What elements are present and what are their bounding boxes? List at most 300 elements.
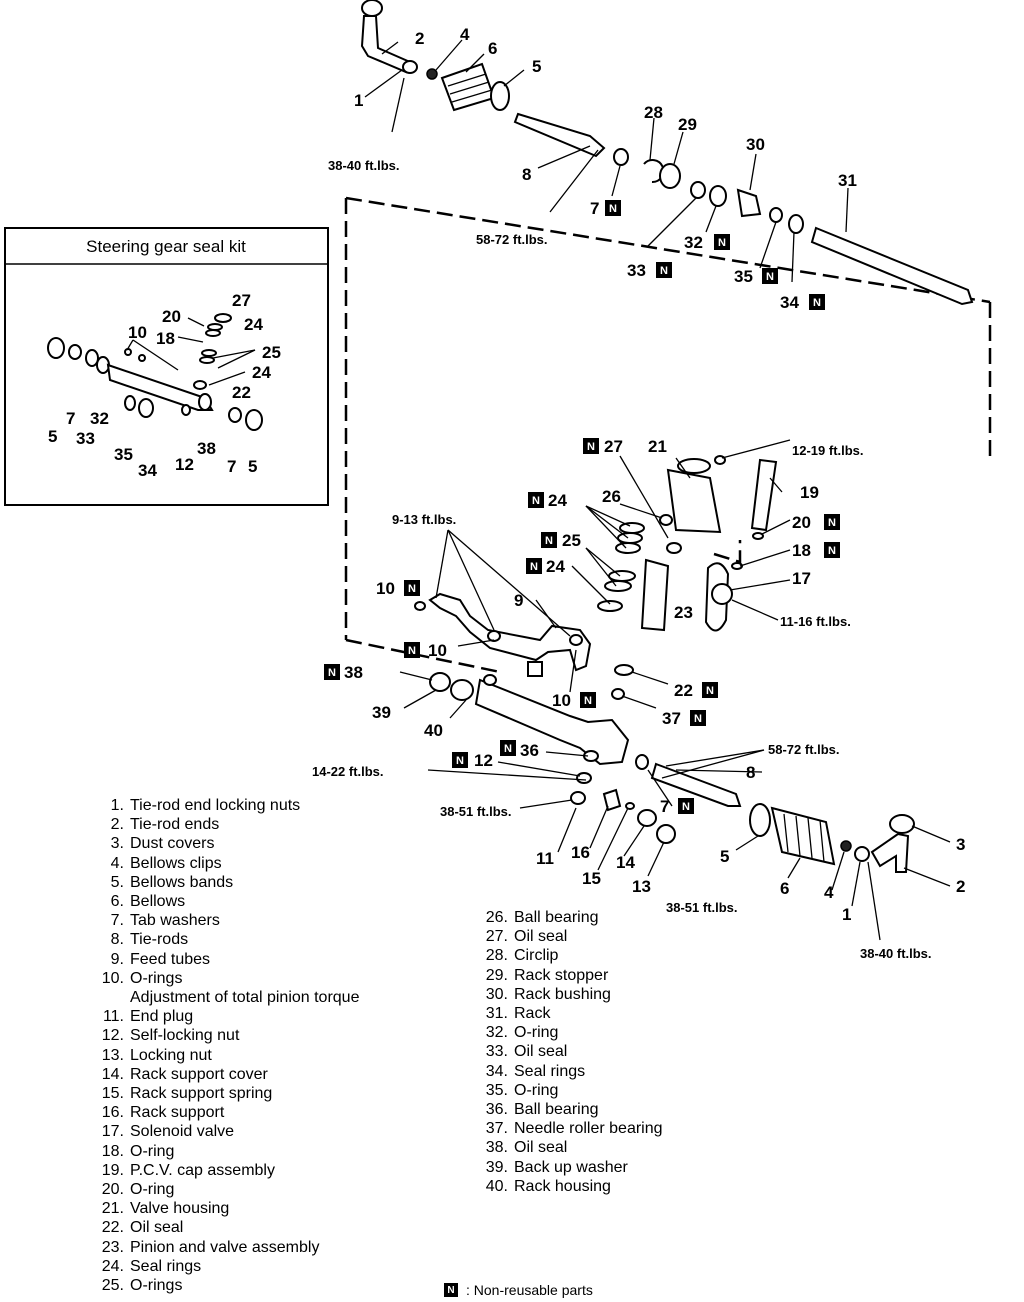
kit-callout-38: 38 [197, 439, 216, 458]
legend-item [96, 1026, 359, 1045]
legend-item-text: Adjustment of total pinion torque [130, 989, 360, 1007]
rack-bushing-30 [738, 190, 760, 216]
seal-kit-title: Steering gear seal kit [86, 237, 246, 256]
kit-ring-25a [200, 357, 214, 363]
legend-item-text: Tie-rod end locking nuts [130, 797, 301, 814]
svg-text:N: N [694, 713, 702, 725]
rack-support-16 [604, 790, 620, 810]
svg-text:N: N [682, 801, 690, 813]
legend-item-text: Bellows bands [130, 873, 234, 891]
callout-6-bottom: 6 [780, 879, 790, 898]
callout-2-top: 2 [415, 29, 425, 48]
needle-bearing-37 [612, 689, 624, 699]
locking-nut-1b [855, 847, 869, 861]
n-marker-36 [500, 740, 516, 756]
legend-item-text: Seal rings [514, 1062, 586, 1080]
callout-30: 30 [746, 135, 765, 154]
legend-item-number: 32. [485, 1024, 508, 1042]
svg-text:N: N [584, 695, 592, 707]
solenoid-valve-17 [712, 584, 732, 604]
feed-tubes-group [415, 530, 590, 692]
svg-text:N: N [456, 755, 464, 767]
callout-24b: 24 [546, 557, 565, 576]
svg-text:N: N [828, 517, 836, 529]
callout-8-bottom: 8 [746, 763, 756, 782]
legend-item-text: Dust covers [130, 835, 215, 853]
callout-10a: 10 [376, 579, 395, 598]
legend-item [480, 908, 663, 927]
kit-part-34 [139, 399, 153, 417]
svg-text:N: N [706, 685, 714, 697]
self-locking-nut-12 [577, 773, 591, 783]
legend-item [480, 966, 663, 985]
torque-feed-tubes: 9-13 ft.lbs. [392, 512, 457, 527]
tie-rod-end-2b [872, 834, 908, 872]
legend-item-text: O-rings [130, 1277, 183, 1295]
tie-rod-end-top [362, 16, 410, 72]
n-marker-7-top [605, 200, 621, 216]
svg-text:N: N [532, 495, 540, 507]
n-marker-35 [762, 268, 778, 284]
legend-item-number: 21. [101, 1200, 124, 1218]
callout-25: 25 [562, 531, 581, 550]
kit-callout-35: 35 [114, 445, 133, 464]
svg-text:N: N [660, 265, 668, 277]
seal-ring-24d [598, 601, 622, 611]
legend-item-text: O-rings [130, 969, 183, 987]
legend-item-number: 4. [110, 854, 124, 872]
callout-29: 29 [678, 115, 697, 134]
n-marker-38 [324, 664, 340, 680]
kit-part-35 [125, 396, 135, 410]
legend-item [96, 950, 359, 969]
legend-item-number: 17. [101, 1123, 124, 1141]
kit-callout-20: 20 [162, 307, 181, 326]
torque-tie-rod-bottom: 58-72 ft.lbs. [768, 742, 840, 757]
legend-item-number: 27. [485, 928, 508, 946]
legend-item-number: 40. [485, 1177, 508, 1195]
locking-nut-top [403, 61, 417, 73]
legend-item [96, 1046, 359, 1065]
legend-item [96, 1084, 359, 1103]
torque-specs [312, 158, 932, 961]
legend-item-text: Back up washer [514, 1158, 628, 1176]
locking-nut-13 [657, 825, 675, 843]
legend-item [480, 1042, 663, 1061]
n-marker-27 [583, 438, 599, 454]
svg-text:N: N [718, 237, 726, 249]
legend-item [96, 1065, 359, 1084]
kit-callout-27: 27 [232, 291, 251, 310]
o-ring-10c [570, 635, 582, 645]
legend-item [96, 854, 359, 873]
pinion-23 [642, 560, 668, 630]
kit-part-27 [215, 314, 231, 322]
legend-item-number: 23. [101, 1238, 124, 1256]
kit-part-22 [194, 381, 206, 389]
legend-item [96, 1180, 359, 1199]
o-ring-25b [605, 581, 631, 591]
legend-item-number: 33. [485, 1043, 508, 1061]
legend-item [480, 1177, 663, 1196]
legend-item-text: Ball bearing [514, 909, 599, 926]
legend-item-text: Tie-rods [130, 931, 189, 949]
kit-callout-5b: 5 [248, 457, 258, 476]
legend-item-text: Rack [514, 1005, 551, 1023]
kit-callout-7b: 7 [227, 457, 237, 476]
callout-6-top: 6 [488, 39, 498, 58]
callout-10c: 10 [552, 691, 571, 710]
legend-item [96, 1103, 359, 1122]
legend-item-text: O-ring [514, 1081, 559, 1099]
legend-item-number: 22. [101, 1219, 124, 1237]
legend-item-text: Bellows [130, 893, 186, 911]
n-marker-7-bottom [678, 798, 694, 814]
callout-14: 14 [616, 853, 635, 872]
callout-8-top: 8 [522, 165, 532, 184]
valve-housing-top [678, 459, 710, 473]
legend-item-number: 26. [485, 909, 508, 926]
svg-text:N: N [587, 441, 595, 453]
callout-1-bottom: 1 [842, 905, 852, 924]
n-marker-25 [541, 532, 557, 548]
callout-2-bottom: 2 [956, 877, 966, 896]
pcv-cap-19 [752, 460, 776, 530]
svg-text:N: N [609, 203, 617, 215]
callout-10b: 10 [428, 641, 447, 660]
legend-item [480, 1158, 663, 1177]
legend-item [96, 1257, 359, 1276]
bellows-6b [772, 808, 834, 864]
legend-item [480, 946, 663, 965]
svg-text:N: N [828, 545, 836, 557]
callout-4-bottom: 4 [824, 883, 834, 902]
legend-item [96, 1276, 359, 1295]
legend-item [96, 1238, 359, 1257]
callout-5-bottom: 5 [720, 847, 730, 866]
legend-item-text: Oil seal [130, 1219, 184, 1237]
kit-part-7 [69, 345, 81, 359]
bellows-band-5b [750, 804, 770, 836]
callout-32: 32 [684, 233, 703, 252]
n-marker-24a [528, 492, 544, 508]
seal-kit-inset [5, 228, 328, 505]
legend-item [96, 815, 359, 834]
legend-item [480, 927, 663, 946]
legend-item [96, 930, 359, 949]
kit-callout-18: 18 [156, 329, 175, 348]
o-ring-32 [710, 186, 726, 206]
n-marker-18 [824, 542, 840, 558]
n-marker-34 [809, 294, 825, 310]
torque-tie-rod-end-top: 38-40 ft.lbs. [328, 158, 400, 173]
legend-item-number: 7. [110, 912, 124, 930]
callout-7-top: 7 [590, 199, 600, 218]
legend-item [96, 1142, 359, 1161]
legend-item-text: Seal rings [130, 1257, 202, 1275]
n-marker-10a [404, 580, 420, 596]
legend-item-number: 16. [101, 1104, 124, 1122]
legend-item-text: Rack stopper [514, 966, 609, 984]
legend-item-number: 13. [101, 1046, 124, 1064]
legend-item-text: Locking nut [130, 1046, 212, 1064]
callout-34: 34 [780, 293, 799, 312]
dust-cover-3 [890, 815, 914, 833]
legend-item-text: Bellows clips [130, 854, 222, 872]
kit-callout-32: 32 [90, 409, 109, 428]
kit-callout-7: 7 [66, 409, 76, 428]
seal-ring-34 [789, 215, 803, 233]
torque-end-plug: 38-51 ft.lbs. [440, 804, 512, 819]
nonreusable-footnote [444, 1282, 593, 1298]
legend-item [96, 1161, 359, 1180]
callout-33: 33 [627, 261, 646, 280]
legend-item [96, 834, 359, 853]
kit-callout-10: 10 [128, 323, 147, 342]
legend-item [480, 1100, 663, 1119]
n-marker-10b [404, 642, 420, 658]
rack-stopper-29 [660, 164, 680, 188]
legend-item [96, 873, 359, 892]
nonreusable-footnote-text: : Non-reusable parts [466, 1282, 593, 1298]
callout-17: 17 [792, 569, 811, 588]
legend-item [96, 1007, 359, 1026]
o-ring-10a [415, 602, 425, 610]
n-marker-32 [714, 234, 730, 250]
legend-item-number: 18. [101, 1142, 124, 1160]
legend-item-text: End plug [130, 1008, 194, 1026]
legend-item-number: 30. [485, 985, 508, 1003]
valve-housing-group [572, 440, 790, 631]
callout-31: 31 [838, 171, 857, 190]
svg-text:N: N [408, 645, 416, 657]
callout-28: 28 [644, 103, 663, 122]
callout-3: 3 [956, 835, 966, 854]
o-ring-35 [770, 208, 782, 222]
kit-part-12 [182, 405, 190, 415]
nonreusable-marker-icon: N [444, 1283, 458, 1297]
legend-item [480, 1004, 663, 1023]
legend-item-text: Oil seal [514, 1043, 568, 1061]
legend-item-number: 24. [101, 1257, 124, 1275]
kit-callout-25: 25 [262, 343, 281, 362]
o-ring-25a [609, 571, 635, 581]
legend-item-number: 9. [110, 950, 124, 968]
callout-12: 12 [474, 751, 493, 770]
callout-26: 26 [602, 487, 621, 506]
legend-item-text: Rack support [130, 1104, 225, 1122]
kit-callout-24: 24 [244, 315, 263, 334]
legend-item-number: 37. [485, 1120, 508, 1138]
n-marker-12 [452, 752, 468, 768]
legend-item-text: O-ring [130, 1142, 175, 1160]
seal-ring-24a [620, 523, 644, 533]
svg-text:N: N [545, 535, 553, 547]
torque-self-locking-nut: 14-22 ft.lbs. [312, 764, 384, 779]
legend-item-text: Rack housing [514, 1177, 611, 1195]
svg-text:N: N [530, 561, 538, 573]
legend-item-text: Solenoid valve [130, 1123, 235, 1141]
o-ring-10b [488, 631, 500, 641]
legend-item-number: 34. [485, 1062, 508, 1080]
callout-35: 35 [734, 267, 753, 286]
legend-item-number: 38. [485, 1139, 508, 1157]
svg-text:N: N [813, 297, 821, 309]
rack-support-spring-15 [626, 803, 634, 809]
callout-11: 11 [536, 849, 554, 868]
callout-18: 18 [792, 541, 811, 560]
legend-item-number: 8. [110, 931, 124, 949]
dust-cover-top [362, 0, 382, 16]
callout-7-bottom: 7 [660, 797, 670, 816]
callout-1-top: 1 [354, 91, 364, 110]
n-marker-33 [656, 262, 672, 278]
backup-washer-39 [451, 680, 473, 700]
o-ring-33 [691, 182, 705, 198]
rack-support-cover-14 [638, 810, 656, 826]
legend-item [480, 985, 663, 1004]
upper-tie-rod-group [362, 0, 972, 304]
kit-part-10a [125, 349, 131, 355]
kit-callout-24b: 24 [252, 363, 271, 382]
legend-item-text: Rack support spring [130, 1085, 273, 1103]
legend-item [480, 1138, 663, 1157]
legend-item [96, 911, 359, 930]
legend-item-text: Oil seal [514, 1139, 568, 1157]
callout-5-top: 5 [532, 57, 542, 76]
kit-callout-5: 5 [48, 427, 58, 446]
legend-item-text: Oil seal [514, 928, 568, 946]
legend-item-number: 36. [485, 1101, 508, 1119]
legend-item-text: Feed tubes [130, 950, 211, 968]
callout-4-top: 4 [460, 25, 470, 44]
legend-item-number: 10. [101, 969, 124, 987]
parts-legend-right [480, 908, 663, 1196]
legend-item-text: Valve housing [130, 1200, 230, 1218]
bellows-band-top [491, 82, 509, 110]
seal-ring-24c [616, 543, 640, 553]
torque-solenoid: 11-16 ft.lbs. [780, 614, 851, 629]
legend-item-number: 11. [102, 1008, 124, 1026]
legend-item-text: O-ring [514, 1024, 559, 1042]
kit-callout-22: 22 [232, 383, 251, 402]
oil-seal-27 [667, 543, 681, 553]
callout-19: 19 [800, 483, 819, 502]
legend-item-number: 1. [110, 797, 124, 814]
legend-item-text: O-ring [130, 1181, 175, 1199]
legend-item [96, 796, 359, 815]
n-marker-37 [690, 710, 706, 726]
legend-item-number: 20. [101, 1181, 124, 1199]
torque-locking-nut: 38-51 ft.lbs. [666, 900, 738, 915]
svg-text:N: N [328, 667, 336, 679]
svg-text:N: N [408, 583, 416, 595]
end-plug-11 [571, 792, 585, 804]
kit-part-7b [229, 408, 241, 422]
callout-16: 16 [571, 843, 590, 862]
oil-seal-22 [615, 665, 633, 675]
n-marker-20 [824, 514, 840, 530]
callout-36: 36 [520, 741, 539, 760]
bellows-clip-4b [841, 841, 851, 851]
legend-item-text: Tie-rod ends [130, 816, 220, 834]
tab-washer-7b [636, 755, 648, 769]
callout-22: 22 [674, 681, 693, 700]
legend-item-text: Rack bushing [514, 985, 611, 1003]
legend-item [96, 988, 359, 1007]
legend-item-number: 14. [101, 1065, 124, 1083]
legend-item-number: 19. [101, 1161, 124, 1179]
legend-item [96, 892, 359, 911]
kit-ring-24b [208, 324, 222, 330]
callout-15: 15 [582, 869, 601, 888]
legend-item-number: 6. [110, 893, 124, 911]
callout-37: 37 [662, 709, 681, 728]
legend-item-text: Rack support cover [130, 1065, 268, 1083]
tie-rod-top [515, 114, 604, 156]
legend-item-text: Self-locking nut [130, 1027, 240, 1045]
legend-item [480, 1023, 663, 1042]
kit-ring-24a [206, 330, 220, 336]
kit-part-5b [246, 410, 262, 430]
kit-part-38 [199, 394, 211, 410]
legend-item-number: 25. [101, 1277, 124, 1295]
oil-seal-38 [430, 673, 450, 691]
torque-tie-rod-top: 58-72 ft.lbs. [476, 232, 548, 247]
parts-legend-left [96, 796, 359, 1295]
tab-washer-top [614, 149, 628, 165]
o-ring-20 [753, 533, 763, 539]
callout-39: 39 [372, 703, 391, 722]
callout-38: 38 [344, 663, 363, 682]
legend-item [480, 1081, 663, 1100]
legend-item-number: 29. [485, 966, 508, 984]
legend-item [96, 969, 359, 988]
callout-9: 9 [514, 591, 524, 610]
svg-text:N: N [766, 271, 774, 283]
callout-40: 40 [424, 721, 443, 740]
kit-ring-25b [202, 350, 216, 356]
kit-part-5 [48, 338, 64, 358]
kit-callout-33: 33 [76, 429, 95, 448]
valve-housing-21 [668, 470, 720, 532]
kit-callout-12: 12 [175, 455, 194, 474]
legend-item-text: Circlip [514, 947, 559, 965]
callout-13: 13 [632, 877, 651, 896]
legend-item-number [96, 988, 130, 1007]
legend-item-number: 12. [101, 1027, 124, 1045]
legend-item [480, 1062, 663, 1081]
n-marker-22 [702, 682, 718, 698]
feed-tube-block [528, 662, 542, 676]
torque-tie-rod-end-bottom: 38-40 ft.lbs. [860, 946, 932, 961]
torque-valve-housing: 12-19 ft.lbs. [792, 443, 864, 458]
legend-item [480, 1119, 663, 1138]
legend-item [96, 1199, 359, 1218]
legend-item-text: Ball bearing [514, 1101, 599, 1119]
callout-23: 23 [674, 603, 693, 622]
callout-21: 21 [648, 437, 667, 456]
legend-item-number: 31. [485, 1005, 508, 1023]
legend-item-text: P.C.V. cap assembly [130, 1161, 275, 1179]
seal-ring-24b [618, 533, 642, 543]
legend-item-text: Needle roller bearing [514, 1120, 663, 1138]
callout-20: 20 [792, 513, 811, 532]
ball-bearing-26 [660, 515, 672, 525]
rack-31 [812, 228, 972, 304]
rack-housing-end [484, 675, 496, 685]
callout-24a: 24 [548, 491, 567, 510]
